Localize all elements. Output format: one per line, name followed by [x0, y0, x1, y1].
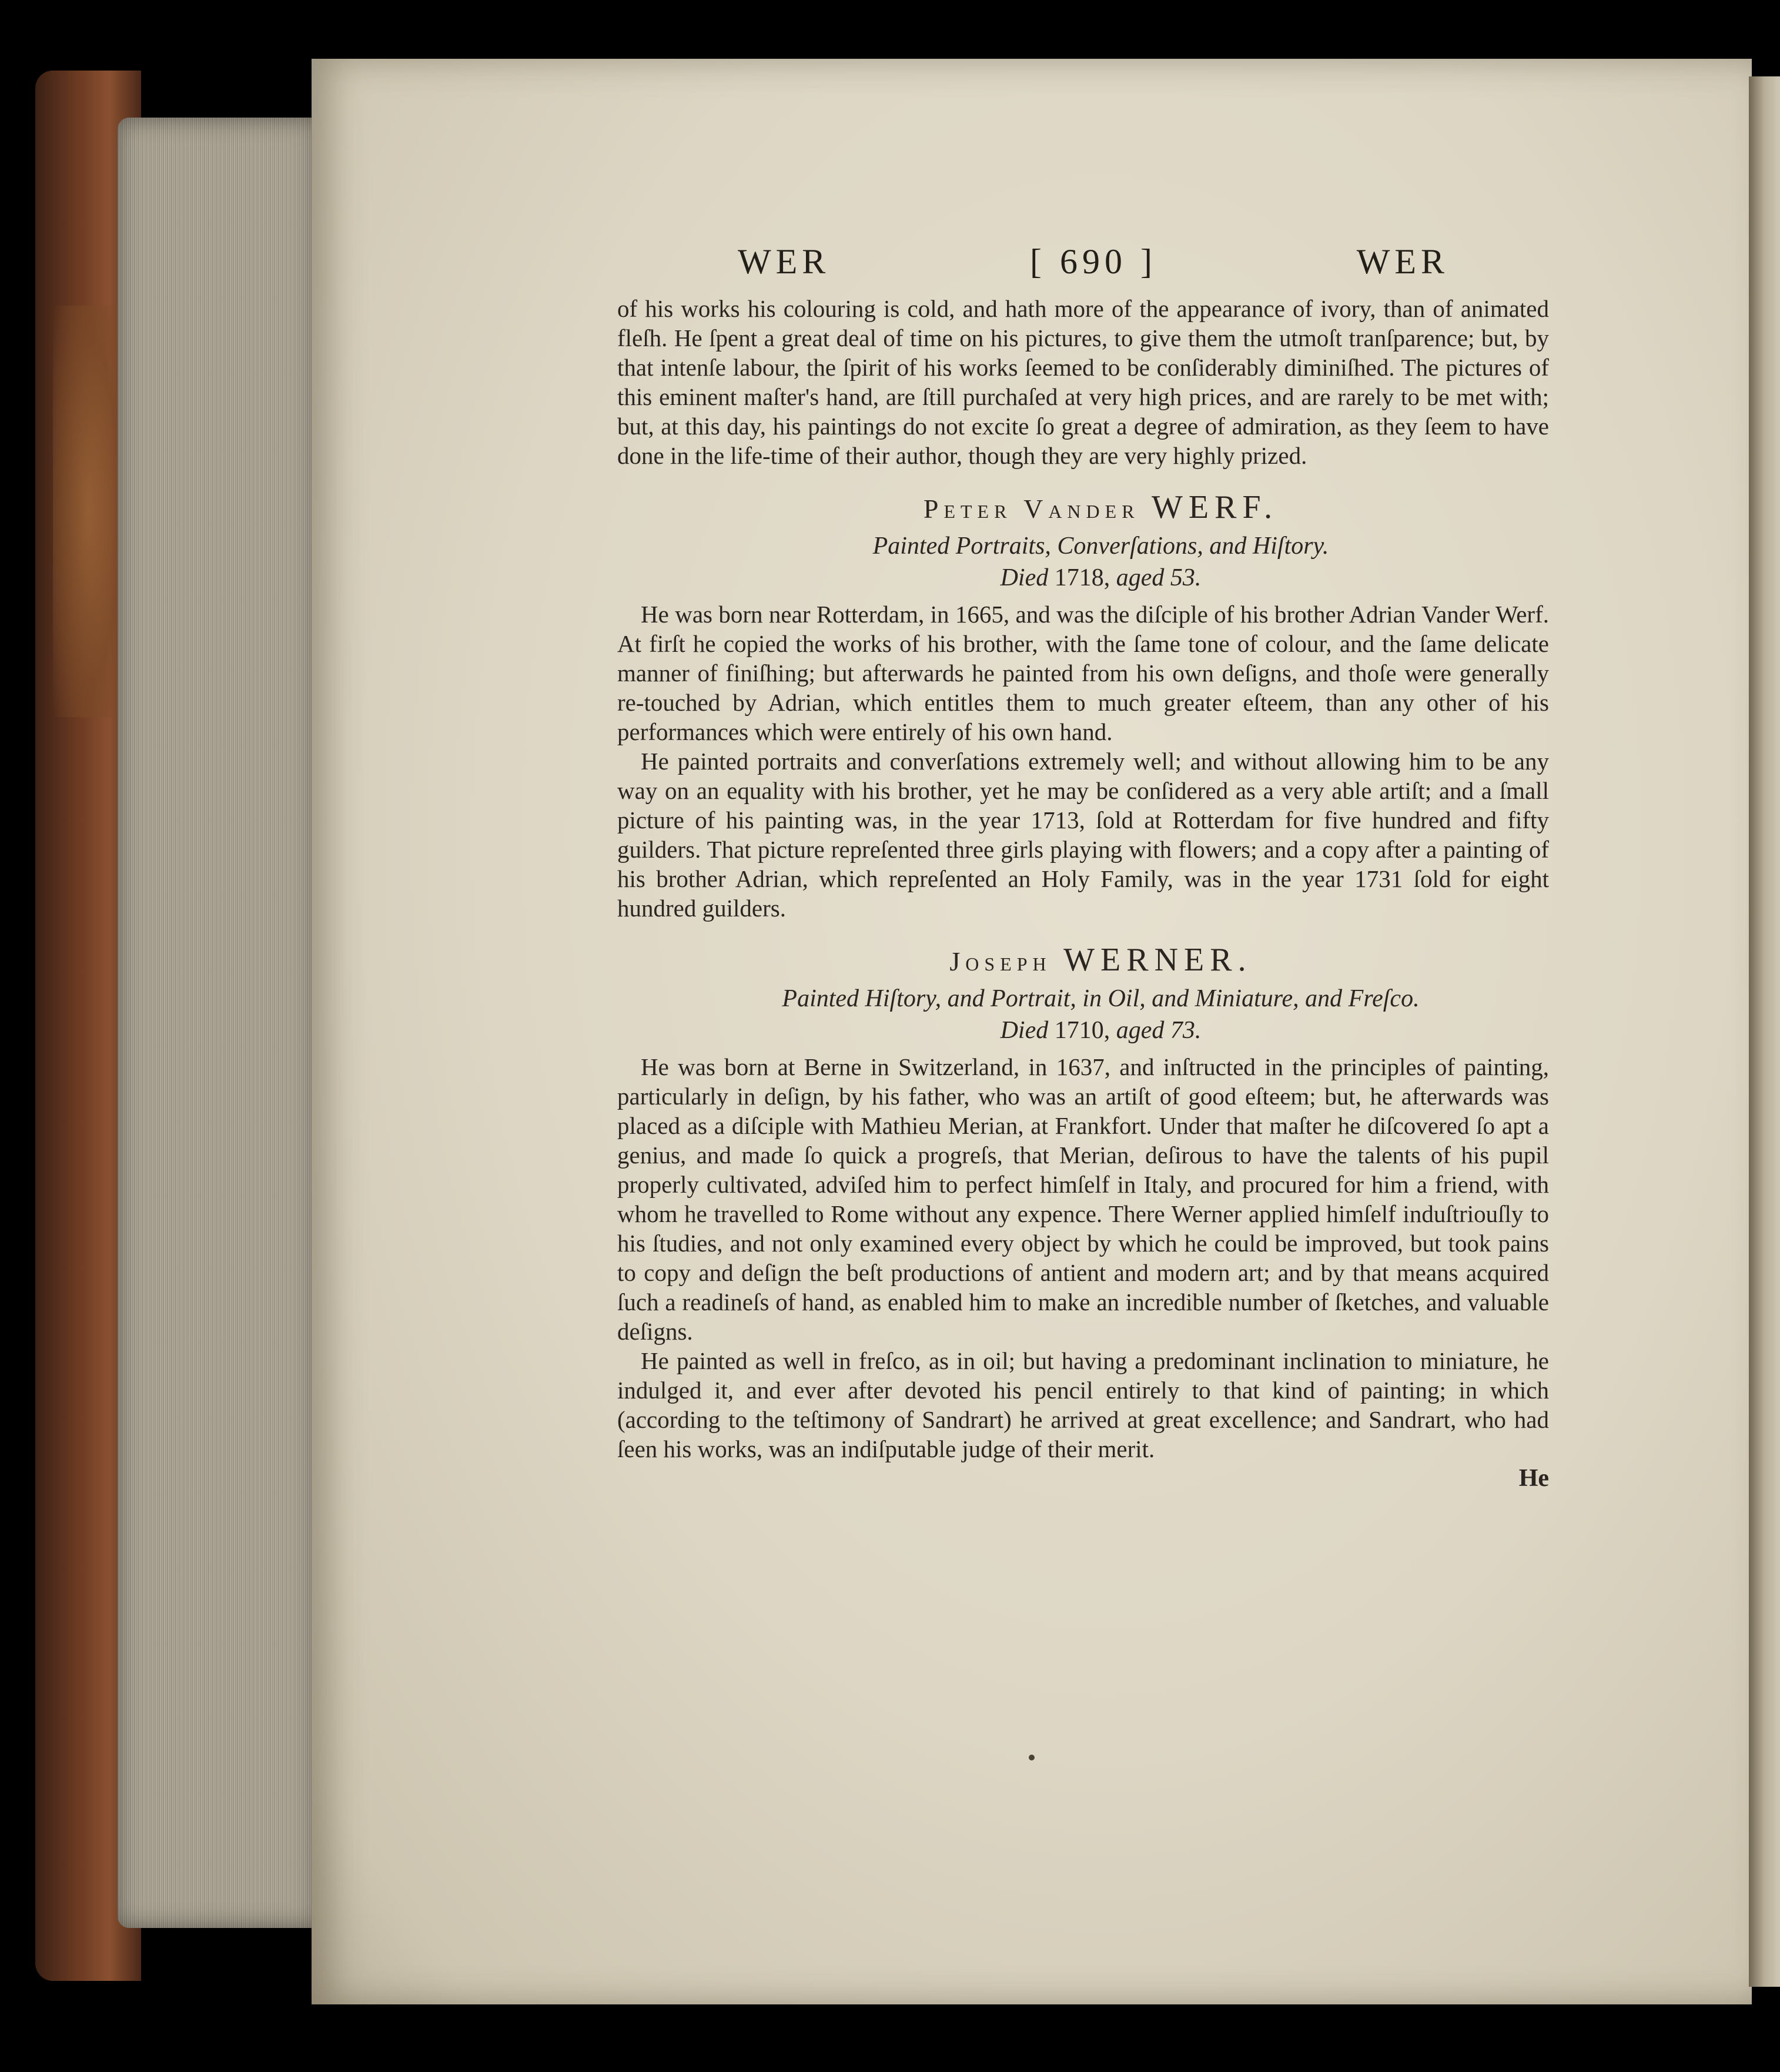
page-number: [ 690 ]	[1030, 242, 1157, 281]
cover-stain	[53, 306, 123, 717]
entry-paragraph: He painted portraits and converſations extremely well; and without allowing him to be any way on an equality with his brother, yet he may be conſidered as a very able artiſt; and a ſmall picture of his painting was, in the year 1713, ſold at Rotterdam for five hundred and fifty guilders. That picture repreſented three girls playing with flowers; and a copy after a painting of his brother Adrian, which repreſented an Holy Family, was in the year 1731 ſold for eight hundred guilders.	[617, 748, 1549, 922]
entry-surname: WERNER.	[1063, 942, 1252, 978]
entry-surname: WERF.	[1152, 489, 1279, 525]
entry-died-line	[653, 563, 1549, 593]
entry-heading	[653, 489, 1549, 528]
page-text	[617, 242, 1549, 1493]
entry-given-names: Joseph	[949, 946, 1052, 976]
catchword: He	[1518, 1465, 1549, 1492]
ink-speck	[1029, 1755, 1035, 1760]
entry-subtitle: Painted Portraits, Converſations, and Hiſtory.	[872, 533, 1329, 560]
died-label: Died	[1000, 564, 1049, 591]
aged: aged 53.	[1116, 564, 1202, 591]
died-label: Died	[1000, 1017, 1049, 1044]
entry-subtitle: Painted Hiſtory, and Portrait, in Oil, and Miniature, and Freſco.	[782, 985, 1420, 1012]
entry-paragraph: He painted as well in freſco, as in oil; but having a predominant inclination to miniature, he indulged it, and ever after devoted his pencil entirely to that kind of painting; in which (according to the teſtimony of Sandrart) he arrived at great excellence; and Sandrart, who had ſeen his works, was an indiſputable judge of their merit.	[617, 1347, 1549, 1462]
running-head	[738, 242, 1449, 294]
died-year: 1718,	[1054, 564, 1110, 591]
entry-died-line	[653, 1016, 1549, 1045]
intro-paragraph: of his works his colouring is cold, and hath more of the appearance of ivory, than of animated fleſh. He ſpent a great deal of time on his pictures, to give them the utmoſt tranſparence; but, by that intenſe labour, the ſpirit of his works ſeemed to be conſiderably diminiſhed. The pictures of this eminent maſter's hand, are ſtill purchaſed at very high prices, and are rarely to be met with; but, at this day, his paintings do not excite ſo great a degree of admiration, as they ſeem to have done in the life-time of their author, though they are very highly prized.	[617, 295, 1549, 469]
entry-paragraph: He was born at Berne in Switzerland, in 1637, and inſtructed in the principles of painting, particularly in deſign, by his father, who was an artiſt of good eſteem; but, he afterwards was placed as a diſciple with Mathieu Merian, at Frankfort. Under that maſter he diſcovered ſo apt a genius, and made ſo quick a progreſs, that Merian, deſirous to have the talents of his pupil properly cultivated, adviſed him to perfect himſelf in Italy, and procured for him a friend, with whom he travelled to Rome without any expence. There Werner applied himſelf induſtriouſly to his ſtudies, and not only examined every object by which he could be improved, but took pains to copy and deſign the beſt productions of antient and modern art; and by that means acquired ſuch a readineſs of hand, as enabled him to make an incredible number of ſketches, and valuable deſigns.	[617, 1053, 1549, 1345]
entry-werf	[617, 489, 1549, 923]
running-head-left: WER	[738, 242, 831, 281]
running-head-right: WER	[1356, 242, 1449, 281]
entry-werner	[617, 942, 1549, 1464]
facing-page-edge	[1749, 76, 1780, 1987]
entry-paragraph: He was born near Rotterdam, in 1665, and was the diſciple of his brother Adrian Vander Werf. At firſt he copied the works of his brother, with the ſame tone of colour, and the ſame delicate manner of finiſhing; but afterwards he painted from his own deſigns, and thoſe were generally re-touched by Adrian, which entitles them to much greater eſteem, than any other of his performances which were entirely of his own hand.	[617, 601, 1549, 745]
aged: aged 73.	[1116, 1017, 1202, 1044]
entry-given-names: Peter Vander	[923, 494, 1140, 524]
died-year: 1710,	[1054, 1017, 1110, 1044]
entry-heading	[653, 942, 1549, 980]
page-block-edges	[118, 118, 317, 1928]
